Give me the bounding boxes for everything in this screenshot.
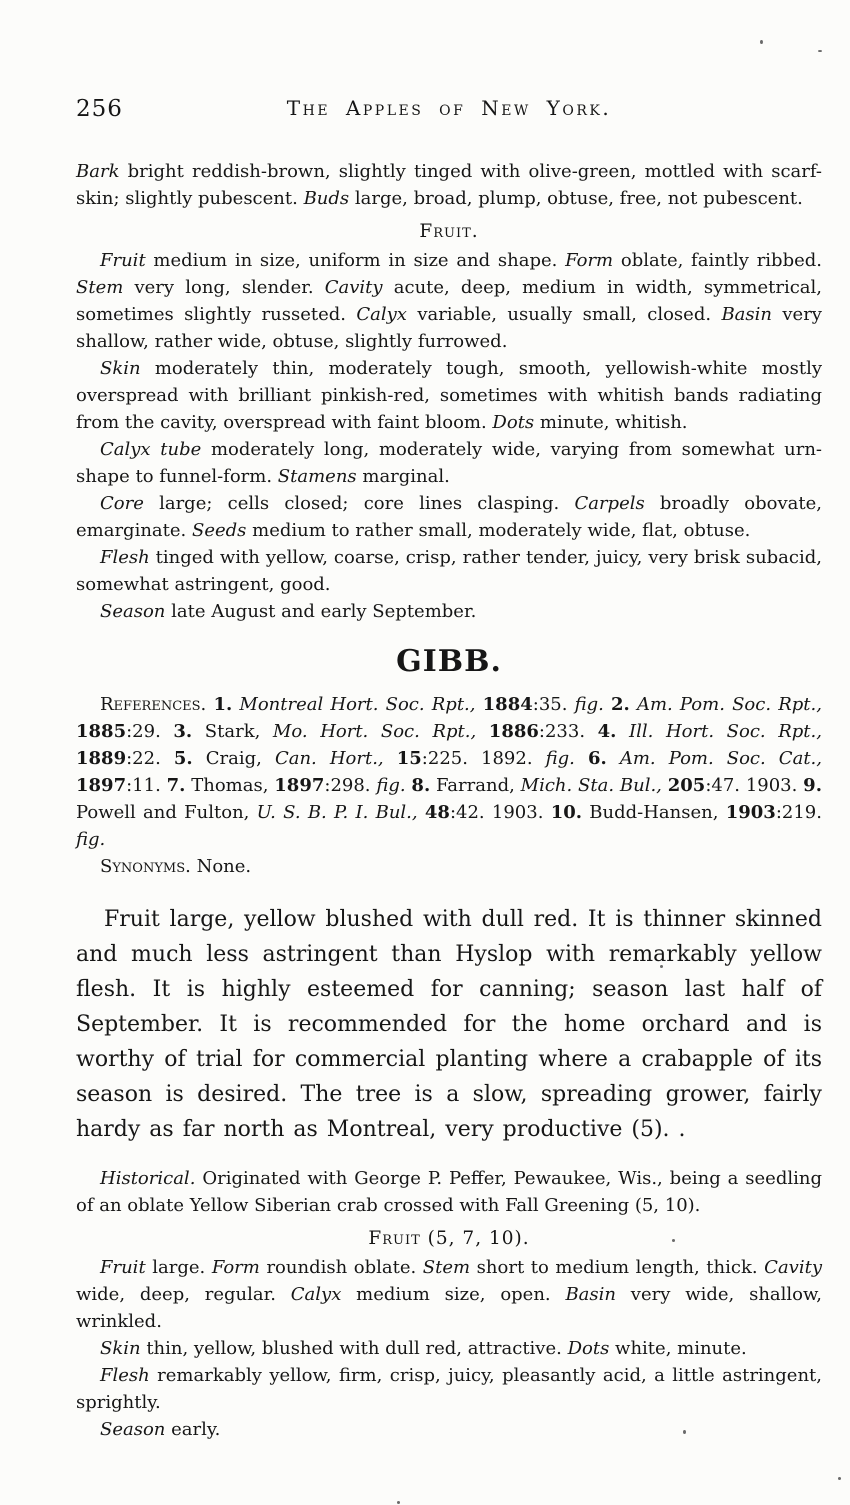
text-segment: :219.	[775, 802, 822, 823]
text-segment: 5.	[173, 748, 193, 769]
text-segment: variable, usually small, closed.	[406, 304, 722, 325]
text-segment: late August and early September.	[165, 601, 477, 622]
core-paragraph	[76, 490, 822, 544]
text-segment: 9.	[803, 775, 822, 796]
text-segment: white, minute.	[609, 1338, 747, 1359]
text-segment	[384, 748, 397, 769]
text-segment: broadly obovate, emarginate.	[76, 493, 822, 541]
text-segment: fig.	[76, 829, 106, 850]
fruit-form-paragraph	[76, 247, 822, 355]
text-segment: 1885	[76, 721, 127, 742]
text-segment: remarkably yellow, firm, crisp, juicy, pleasantly acid, a little astringent, sprightly.	[76, 1365, 822, 1413]
page-content	[76, 158, 822, 1443]
text-segment: 15	[396, 748, 422, 769]
text-segment: large; cells closed; core lines clasping.	[143, 493, 575, 514]
text-segment: Fruit	[100, 1257, 146, 1278]
text-segment: Historical.	[100, 1168, 196, 1189]
text-segment: Calyx	[290, 1284, 342, 1305]
text-segment: 1886	[488, 721, 539, 742]
text-block	[76, 0, 822, 1443]
text-segment: U. S. B. P. I. Bul.,	[256, 802, 418, 823]
text-segment: fig.	[574, 694, 604, 715]
historical-paragraph	[76, 1165, 822, 1219]
text-segment: References.	[100, 694, 207, 715]
text-segment: Thomas,	[185, 775, 275, 796]
text-segment: Calyx tube	[100, 439, 202, 460]
text-segment: moderately thin, moderately tough, smooth, yellowish-white mostly overspread with brilliant pinkish-red, sometimes with whitish bands radiating from the cavity, overspread with faint bloom.	[76, 358, 822, 433]
text-segment: Craig,	[192, 748, 275, 769]
text-segment: Form	[211, 1257, 260, 1278]
text-segment: :298.	[324, 775, 377, 796]
text-segment: 7.	[166, 775, 186, 796]
text-segment	[607, 748, 620, 769]
text-segment: Mo. Hort. Soc. Rpt.,	[272, 721, 477, 742]
text-segment: Form	[565, 250, 614, 271]
text-segment: Season	[100, 1419, 166, 1440]
text-segment: bright reddish-brown, slightly tinged with olive-green, mottled with scarf-skin; slightly pubescent.	[76, 161, 822, 209]
page-number: 256	[76, 96, 123, 122]
text-segment: 48	[424, 802, 450, 823]
text-segment: Originated with George P. Peffer, Pewaukee, Wis., being a seedling of an oblate Yellow Siberian crab crossed with Fall Greening (5, 10).	[76, 1168, 822, 1216]
text-segment: large, broad, plump, obtuse, free, not pubescent.	[349, 188, 803, 209]
flesh-detail-paragraph	[76, 1362, 822, 1416]
text-segment: very wide, shallow, wrinkled.	[76, 1284, 822, 1332]
text-segment: :233.	[538, 721, 598, 742]
text-segment: medium size, open.	[341, 1284, 566, 1305]
text-segment: Stark,	[192, 721, 273, 742]
text-segment: oblate, faintly ribbed.	[613, 250, 823, 271]
text-segment: Budd-Hansen,	[582, 802, 726, 823]
text-segment: 1.	[213, 694, 233, 715]
text-segment: Cavity	[324, 277, 383, 298]
text-segment: Am. Pom. Soc. Rpt.,	[636, 694, 822, 715]
text-segment: Dots	[492, 412, 535, 433]
skin-paragraph	[76, 355, 822, 436]
text-segment: moderately long, moderately wide, varying from somewhat urn-shape to funnel-form.	[76, 439, 822, 487]
text-segment: 1889	[76, 748, 127, 769]
text-segment: 1903	[725, 802, 776, 823]
text-segment	[630, 694, 637, 715]
synonyms-paragraph	[76, 853, 822, 880]
text-segment: large.	[145, 1257, 212, 1278]
description-paragraph	[76, 902, 822, 1147]
text-segment: thin, yellow, blushed with dull red, attractive.	[140, 1338, 568, 1359]
text-segment: Montreal Hort. Soc. Rpt.,	[239, 694, 476, 715]
text-segment: Am. Pom. Soc. Cat.,	[619, 748, 822, 769]
text-segment: 8.	[411, 775, 431, 796]
text-segment: Stem	[76, 277, 124, 298]
text-segment: short to medium length, thick.	[470, 1257, 765, 1278]
text-segment: 1884	[482, 694, 533, 715]
text-segment: early.	[165, 1419, 221, 1440]
text-segment: medium in size, uniform in size and shape.	[145, 250, 566, 271]
calyx-tube-paragraph	[76, 436, 822, 490]
text-segment: Dots	[567, 1338, 610, 1359]
gibb-variety-heading	[76, 643, 822, 681]
text-segment: Seeds	[192, 520, 247, 541]
text-segment	[604, 694, 611, 715]
text-segment: Stamens	[277, 466, 357, 487]
season-paragraph	[76, 598, 822, 625]
text-segment: Fruit (5, 7, 10).	[368, 1228, 530, 1249]
text-segment: Core	[100, 493, 144, 514]
text-segment: None.	[190, 856, 252, 877]
text-segment: :42. 1903.	[449, 802, 551, 823]
text-segment: 4.	[597, 721, 617, 742]
text-segment: Cavity	[764, 1257, 823, 1278]
text-segment: Can. Hort.,	[274, 748, 384, 769]
references-paragraph	[76, 691, 822, 853]
text-segment: :225. 1892.	[421, 748, 546, 769]
text-segment: Ill. Hort. Soc. Rpt.,	[629, 721, 822, 742]
text-segment: acute, deep, medium in width, symmetrical, sometimes slightly russeted.	[76, 277, 822, 325]
text-segment	[476, 721, 489, 742]
text-segment: Flesh	[100, 1365, 150, 1386]
scan-speck	[838, 1477, 841, 1480]
text-segment: wide, deep, regular.	[76, 1284, 291, 1305]
text-segment: 1897	[76, 775, 127, 796]
text-segment: medium to rather small, moderately wide, flat, obtuse.	[246, 520, 751, 541]
text-segment: Mich. Sta. Bul.,	[520, 775, 662, 796]
text-segment: 10.	[550, 802, 583, 823]
text-segment: marginal.	[356, 466, 450, 487]
text-segment: 2.	[611, 694, 630, 715]
text-segment: very shallow, rather wide, obtuse, slightly furrowed.	[76, 304, 822, 352]
text-segment: 3.	[173, 721, 193, 742]
text-segment: GIBB.	[396, 644, 502, 679]
text-segment: Carpels	[574, 493, 645, 514]
running-title: The Apples of New York.	[286, 96, 612, 120]
text-segment: Fruit	[100, 250, 146, 271]
text-segment: 1897	[274, 775, 325, 796]
fruit-detail-paragraph	[76, 1254, 822, 1335]
text-segment: Farrand,	[430, 775, 521, 796]
text-segment: Bark	[76, 161, 120, 182]
text-segment: Skin	[100, 1338, 141, 1359]
text-segment: fig.	[545, 748, 575, 769]
text-segment: Fruit.	[419, 221, 479, 242]
text-segment: 205	[667, 775, 706, 796]
text-segment	[418, 802, 425, 823]
text-segment: :35.	[532, 694, 575, 715]
text-segment: :22.	[126, 748, 174, 769]
text-segment: Skin	[100, 358, 141, 379]
page-header	[76, 94, 822, 124]
text-segment: tinged with yellow, coarse, crisp, rather tender, juicy, very brisk subacid, somewhat astringent, good.	[76, 547, 822, 595]
text-segment: fig.	[376, 775, 406, 796]
bark-paragraph	[76, 158, 822, 212]
text-segment: Buds	[303, 188, 350, 209]
text-segment	[476, 694, 483, 715]
text-segment	[616, 721, 629, 742]
text-segment: Season	[100, 601, 166, 622]
text-segment: Basin	[565, 1284, 616, 1305]
text-segment: Calyx	[356, 304, 407, 325]
text-segment: Synonyms.	[100, 856, 191, 877]
text-segment: :11.	[126, 775, 167, 796]
text-segment	[575, 748, 588, 769]
text-segment: Flesh	[100, 547, 150, 568]
season-detail-paragraph	[76, 1416, 822, 1443]
skin-detail-paragraph	[76, 1335, 822, 1362]
text-segment: :29.	[126, 721, 174, 742]
text-segment: Fruit large, yellow blushed with dull red. It is thinner skinned and much less astringent than Hyslop with remarkably yellow flesh. It is highly esteemed for canning; season last half of September. It is recommended for the home orchard and is worthy of trial for commercial planting where a crabapple of its season is desired. The tree is a slow, spreading grower, fairly hardy as far north as Montreal, very productive (5). .	[76, 907, 822, 1142]
text-segment: roundish oblate.	[259, 1257, 423, 1278]
flesh-paragraph	[76, 544, 822, 598]
fruit-section-heading	[76, 218, 822, 245]
fruit-detail-heading	[76, 1225, 822, 1252]
text-segment: Powell and Fulton,	[76, 802, 257, 823]
text-segment: 6.	[587, 748, 607, 769]
text-segment: Basin	[721, 304, 772, 325]
text-segment: :47. 1903.	[705, 775, 804, 796]
text-segment: minute, whitish.	[534, 412, 688, 433]
text-segment: Stem	[422, 1257, 471, 1278]
scan-speck	[397, 1501, 400, 1504]
text-segment: very long, slender.	[123, 277, 325, 298]
